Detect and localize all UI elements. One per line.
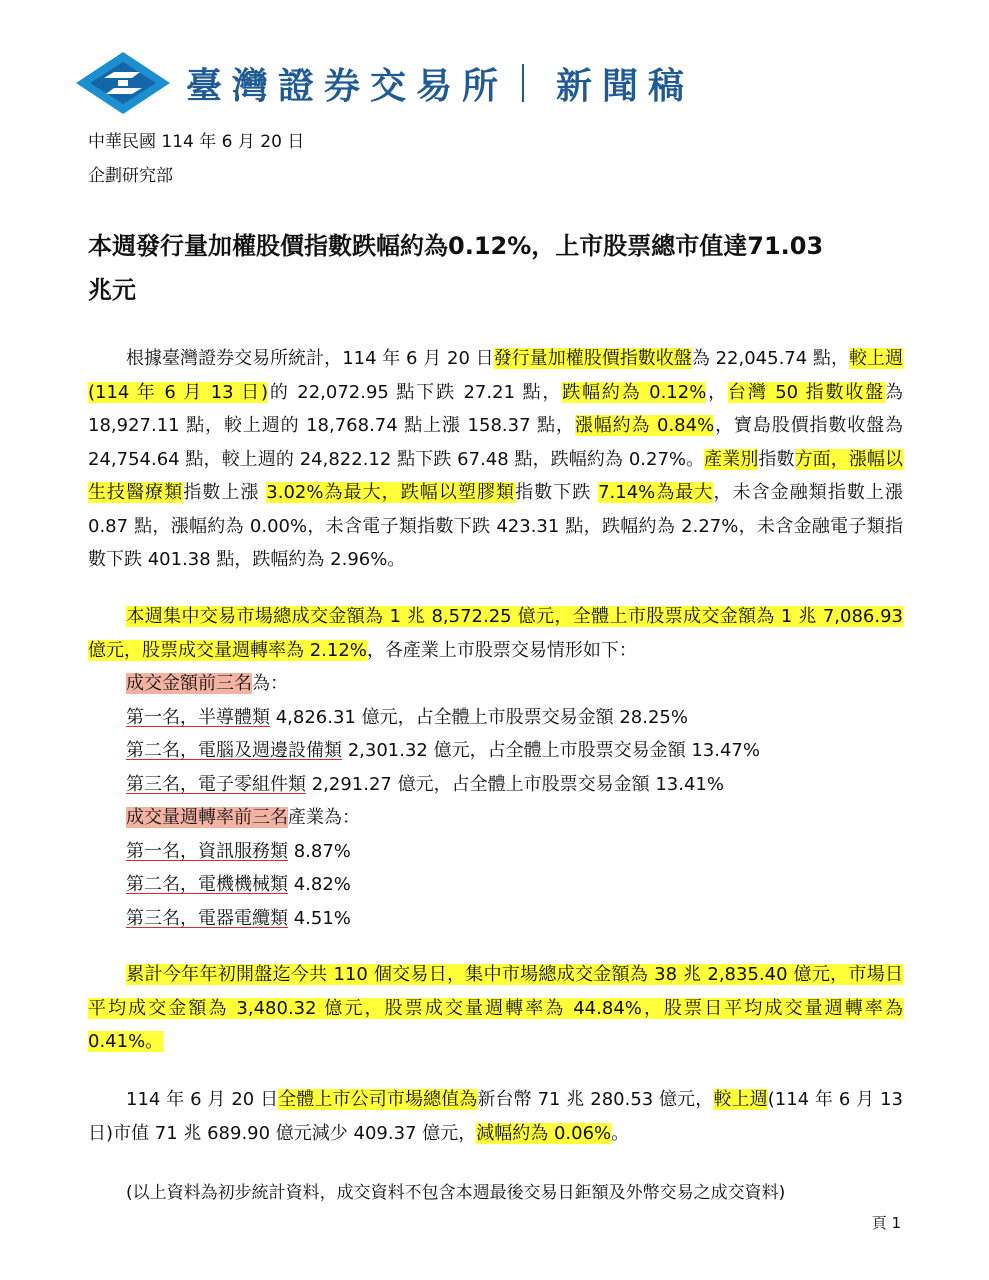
text-run: 為 18,927.11 點，較上週的 18,768.74 點上漲 158.37 點，: [88, 381, 904, 436]
turnover-item: 第三名，電子零組件類 2,291.27 億元，占全體上市股票交易金額 13.41%: [126, 773, 724, 795]
highlighted-text: 較上週: [713, 1089, 768, 1110]
text-run: 指數下跌: [515, 482, 599, 503]
department: 企劃研究部: [88, 166, 173, 186]
highlighted-text: 台灣 50 指數收盤: [728, 381, 886, 403]
text-run: 為 22,045.74 點，: [691, 348, 849, 369]
text-run: ，寶島股價指數收盤為 24,754.64 點，較上週的 24,822.12 點下跌 67.48 點，跌幅約為 0.27%。: [88, 415, 904, 470]
highlighted-text: 累計今年年初開盤迄今共 110 個交易日，集中市場總成交金額為 38 兆 2,835.40 億元，市場日平均成交金額為 3,480.32 億元，股票成交量週轉率為 44.84%，股票日平均成交量週轉率為 0.41%。: [88, 964, 903, 1052]
text-run: 指數上漲: [183, 482, 267, 503]
twse-logo-icon: [74, 50, 172, 116]
headline-line-1: 本週發行量加權股價指數跌幅約為0.12%，上市股票總市值達71.03: [88, 232, 824, 260]
rate-item: 第二名，電機機械類 4.82%: [126, 874, 351, 895]
paragraph-market-cap: [88, 1083, 903, 1150]
letterhead: [74, 44, 714, 124]
headline-line-2: 兆元: [88, 276, 136, 304]
highlighted-text: 跌幅約為 0.12%: [562, 381, 707, 403]
paragraph-ytd-summary: [88, 958, 903, 1059]
text-run: (114 年 6 月 13 日)市值 71 兆 689.90 億元減少 409.37 億元，: [88, 1089, 903, 1144]
text-run: 114 年 6 月 20 日: [126, 1089, 279, 1110]
text-run: 。: [611, 1122, 630, 1144]
footnote: (以上資料為初步統計資料，成交資料不包含本週最後交易日鉅額及外幣交易之成交資料): [126, 1183, 786, 1203]
highlighted-text: 漲幅約為 0.84%: [574, 415, 715, 436]
text-run: ，: [706, 381, 728, 403]
text-run: 新台幣 71 兆 280.53 億元，: [477, 1089, 714, 1110]
rate-item: 第三名，電器電纜類 4.51%: [126, 907, 351, 929]
highlighted-text: 方面，漲幅以生技醫療類: [88, 448, 904, 503]
turnover-item: 第一名，半導體類 4,826.31 億元，占全體上市股票交易金額 28.25%: [126, 706, 688, 728]
header-divider: [522, 64, 524, 102]
doc-type: 新聞稿: [556, 66, 695, 107]
highlighted-text: 減幅約為 0.06%: [476, 1122, 612, 1144]
paragraph-index-summary: [88, 342, 903, 577]
highlighted-text: 產業別: [704, 448, 759, 470]
turnover-ranking: [126, 667, 760, 935]
highlighted-text: 本週集中交易市場總成交金額為 1 兆 8,572.25 億元，全體上市股票成交金額為 1 兆 7,086.93 億元，股票成交量週轉率為 2.12%: [88, 606, 903, 661]
highlighted-text: 7.14%為最大: [598, 482, 714, 503]
highlighted-text: 較上週(114 年 6 月 13 日): [88, 348, 903, 403]
text-run: 的 22,072.95 點下跌 27.21 點，: [268, 381, 563, 403]
highlighted-text: 全體上市公司市場總值為: [278, 1089, 478, 1110]
text-run: ，各產業上市股票交易情形如下：: [366, 639, 637, 661]
turnover-heading: 成交金額前三名為：: [126, 673, 288, 694]
rate-item: 第一名，資訊服務類 8.87%: [126, 840, 351, 862]
headline: [88, 224, 900, 312]
highlighted-text: 發行量加權股價指數收盤: [493, 348, 692, 369]
page-number: 頁 1: [871, 1214, 901, 1232]
highlighted-text: 3.02%為最大，跌幅以塑膠類: [266, 482, 516, 503]
text-run: 指數: [758, 448, 795, 470]
rate-heading: 成交量週轉率前三名產業為：: [126, 807, 360, 828]
org-name: 臺灣證券交易所: [186, 66, 509, 107]
text-run: ，未含金融類指數上漲 0.87 點，漲幅約為 0.00%，未含電子類指數下跌 423.31 點，跌幅約為 2.27%，未含金融電子類指數下跌 401.38 點，跌幅約為 2.96%。: [88, 482, 903, 570]
paragraph-weekly-trading: [88, 600, 903, 667]
turnover-item: 第二名，電腦及週邊設備類 2,301.32 億元，占全體上市股票交易金額 13.47%: [126, 740, 760, 761]
text-run: 根據臺灣證券交易所統計，114 年 6 月 20 日: [126, 348, 494, 369]
release-date: 中華民國 114 年 6 月 20 日: [88, 132, 305, 152]
